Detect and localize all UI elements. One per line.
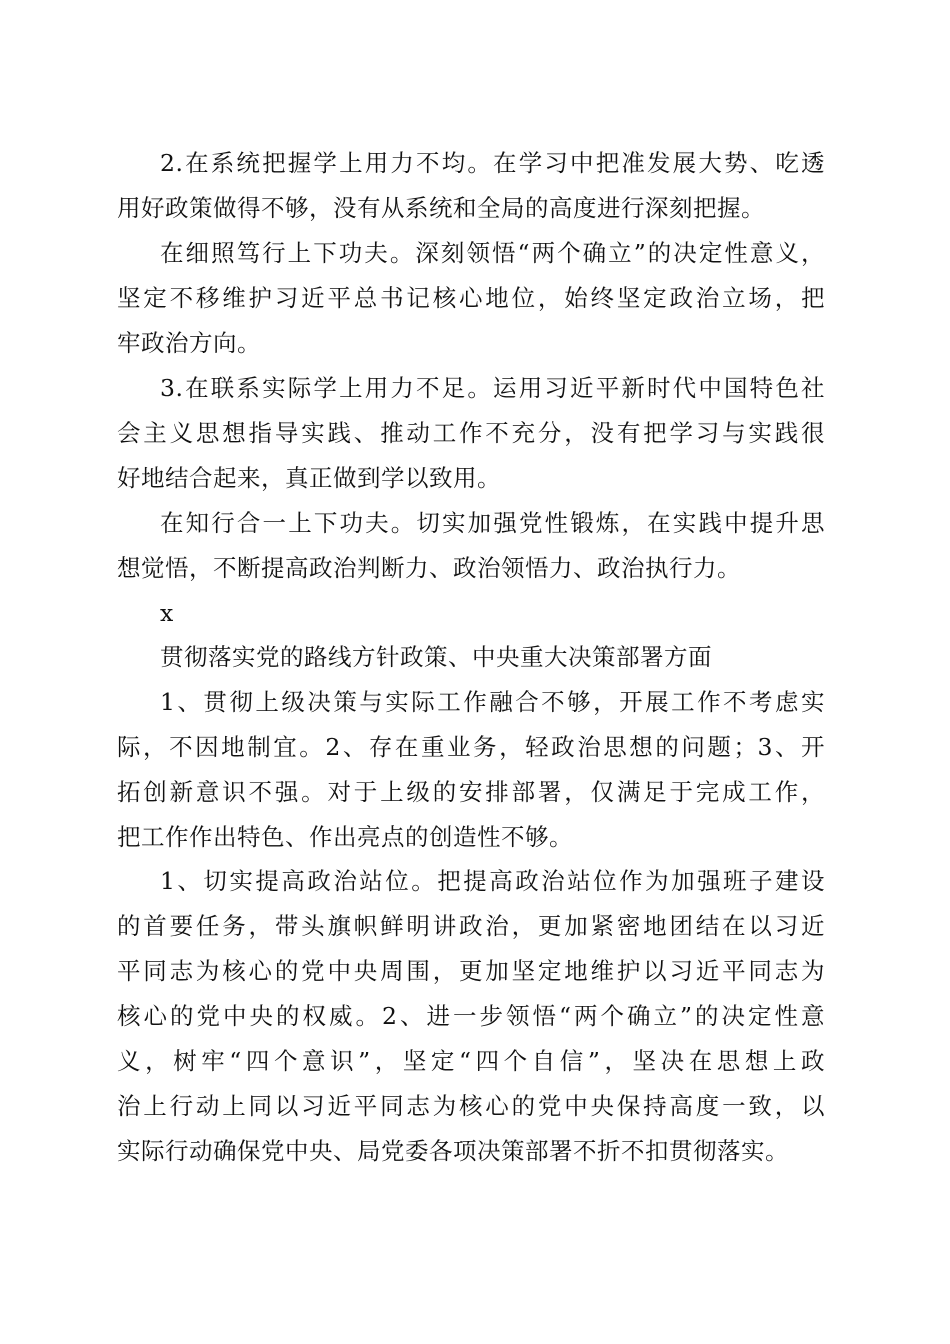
paragraph-8-line-3: 平同志为核心的党中央周围，更加坚定地维护以习近平同志为 [117,957,825,985]
paragraph-8-line-7: 实际行动确保党中央、局党委各项决策部署不折不扣贯彻落实。 [117,1137,789,1165]
paragraph-1-line-2: 用好政策做得不够，没有从系统和全局的高度进行深刻把握。 [117,194,765,222]
paragraph-7-line-1: 1、贯彻上级决策与实际工作融合不够，开展工作不考虑实 [160,688,825,716]
paragraph-5-line-1: x [160,599,174,627]
paragraph-2-line-1: 在细照笃行上下功夫。深刻领悟“两个确立”的决定性意义， [160,239,825,267]
paragraph-4-line-2: 想觉悟，不断提高政治判断力、政治领悟力、政治执行力。 [117,554,741,582]
paragraph-2-line-3: 牢政治方向。 [117,329,261,357]
paragraph-1-line-1: 2.在系统把握学上用力不均。在学习中把准发展大势、吃透 [160,149,825,177]
paragraph-7-line-4: 把工作作出特色、作出亮点的创造性不够。 [117,823,573,851]
paragraph-8-line-1: 1、切实提高政治站位。把提高政治站位作为加强班子建设 [160,867,825,895]
paragraph-7-line-3: 拓创新意识不强。对于上级的安排部署，仅满足于完成工作， [117,778,825,806]
paragraph-3-line-2: 会主义思想指导实践、推动工作不充分，没有把学习与实践很 [117,419,825,447]
paragraph-8-line-4: 核心的党中央的权威。2、进一步领悟“两个确立”的决定性意 [117,1002,825,1030]
paragraph-8-line-2: 的首要任务，带头旗帜鲜明讲政治，更加紧密地团结在以习近 [117,912,825,940]
paragraph-2-line-2: 坚定不移维护习近平总书记核心地位，始终坚定政治立场，把 [117,284,825,312]
paragraph-8-line-5: 义，树牢“四个意识”，坚定“四个自信”，坚决在思想上政 [117,1047,825,1075]
paragraph-3-line-1: 3.在联系实际学上用力不足。运用习近平新时代中国特色社 [160,374,825,402]
paragraph-4-line-1: 在知行合一上下功夫。切实加强党性锻炼，在实践中提升思 [160,509,825,537]
paragraph-8-line-6: 治上行动上同以习近平同志为核心的党中央保持高度一致，以 [117,1092,825,1120]
paragraph-3-line-3: 好地结合起来，真正做到学以致用。 [117,464,501,492]
paragraph-7-line-2: 际，不因地制宜。2、存在重业务，轻政治思想的问题；3、开 [117,733,825,761]
paragraph-6-line-1: 贯彻落实党的路线方针政策、中央重大决策部署方面 [160,643,712,671]
